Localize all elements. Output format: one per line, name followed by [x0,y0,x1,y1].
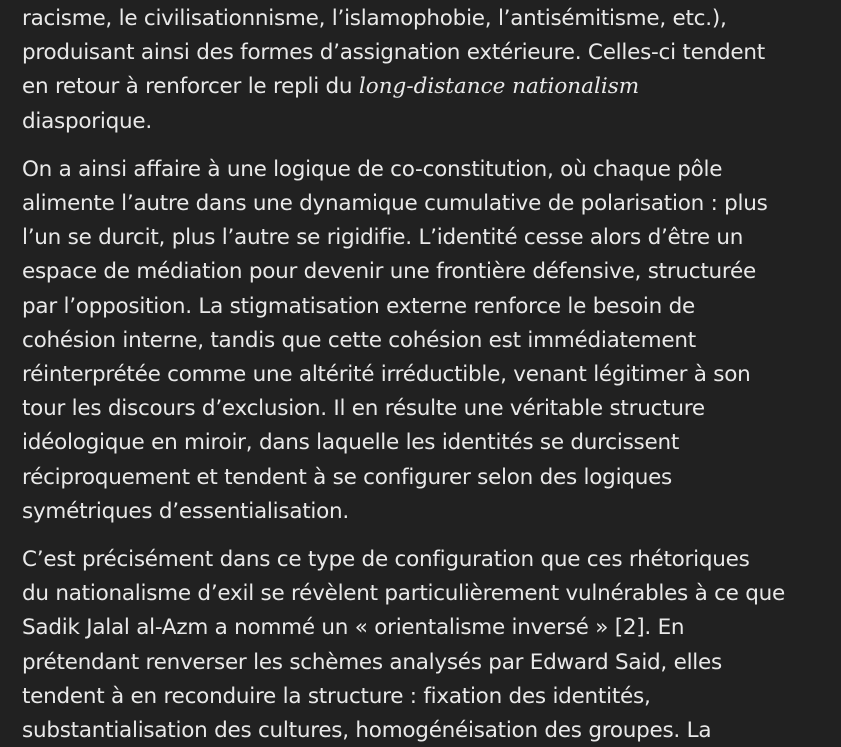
text-segment: symétriques d’essentialisation. [22,498,350,524]
text-segment: racisme, le civilisationnisme, l’islamophobie, l’antisémitisme, etc.), [22,6,727,31]
paragraph-2 [22,153,837,529]
text-segment: diasporique. [22,108,152,134]
text-segment: réinterprétée comme une altérité irréductible, venant légitimer à son [22,362,751,388]
text-segment: alimente l’autre dans une dynamique cumulative de polarisation : plus [22,191,768,217]
text-segment: substantialisation des cultures, homogénéisation des groupes. La [22,718,712,744]
text-segment: prétendant renverser les schèmes analysés par Edward Said, elles [22,649,722,675]
text-segment: en retour à renforcer le repli du [22,74,359,100]
text-line [22,461,837,495]
paragraph-1 [22,2,837,139]
text-segment: On a ainsi affaire à une logique de co-constitution, où chaque pôle [22,156,723,182]
text-segment: produisant ainsi des formes d’assignation extérieure. Celles-ci tendent [22,40,765,66]
text-line [22,714,837,747]
text-line [22,495,837,529]
text-line [22,611,837,645]
text-line [22,543,837,577]
text-line [22,290,837,324]
text-segment: idéologique en miroir, dans laquelle les identités se durcissent [22,430,680,456]
text-segment: tendent à en reconduire la structure : fixation des identités, [22,683,651,709]
text-segment: tour les discours d’exclusion. Il en résulte une véritable structure [22,396,705,422]
text-segment: du nationalisme d’exil se révèlent particulièrement vulnérables à ce que [22,581,785,607]
text-line [22,36,837,70]
text-segment: par l’opposition. La stigmatisation externe renforce le besoin de [22,293,695,319]
text-line [22,105,837,139]
text-line [22,70,837,104]
article-body [22,2,837,747]
text-line [22,426,837,460]
italic-phrase: long-distance nationalism [358,74,640,100]
text-segment: C’est précisément dans ce type de configuration que ces rhétoriques [22,547,750,573]
text-line [22,646,837,680]
text-segment: cohésion interne, tandis que cette cohésion est immédiatement [22,327,696,353]
text-line [22,2,837,36]
text-line [22,324,837,358]
text-line [22,392,837,426]
paragraph-3 [22,543,837,747]
text-segment: réciproquement et tendent à se configurer selon des logiques [22,464,672,490]
text-line [22,153,837,187]
text-segment: l’un se durcit, plus l’autre se rigidifie. L’identité cesse alors d’être un [22,225,744,251]
text-line [22,187,837,221]
text-line [22,358,837,392]
text-segment: Sadik Jalal al-Azm a nommé un « orientalisme inversé » [2]. En [22,615,685,641]
text-line [22,221,837,255]
text-segment: espace de médiation pour devenir une frontière défensive, structurée [22,259,757,285]
text-line [22,680,837,714]
text-line [22,255,837,289]
text-line [22,577,837,611]
